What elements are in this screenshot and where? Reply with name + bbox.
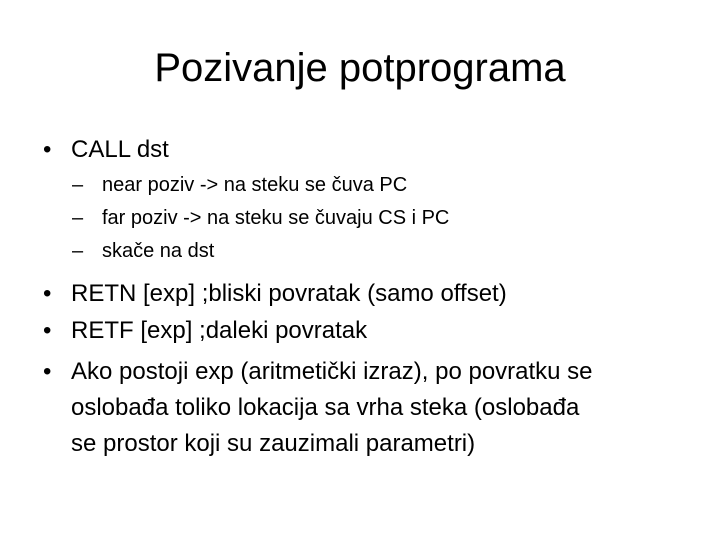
bullet-line: se prostor koji su zauzimali parametri) [71,430,476,457]
bullet-line: Ako postoji exp (aritmetički izraz), po povratku se [71,358,593,385]
bullet-line: oslobađa toliko lokacija sa vrha steka (oslobađa [71,394,580,421]
bullet-text: CALL dst [71,136,169,163]
sub-mark: – [72,240,84,262]
bullet-text: RETF [exp] ;daleki povratak [71,317,368,344]
bullet-mark: • [43,136,52,163]
bullet-mark: • [43,358,52,385]
sub-item-text: far poziv -> na steku se čuvaju CS i PC [102,207,450,229]
sub-mark: – [72,174,84,196]
sub-mark: – [72,207,84,229]
sub-item-text: skače na dst [102,240,215,262]
bullet-mark: • [43,280,52,307]
bullet-mark: • [43,317,52,344]
bullet-paragraph [71,357,691,458]
sub-item-text: near poziv -> na steku se čuva PC [102,174,408,196]
bullet-text: RETN [exp] ;bliski povratak (samo offset) [71,280,507,307]
slide-title: Pozivanje potprograma [154,46,566,90]
